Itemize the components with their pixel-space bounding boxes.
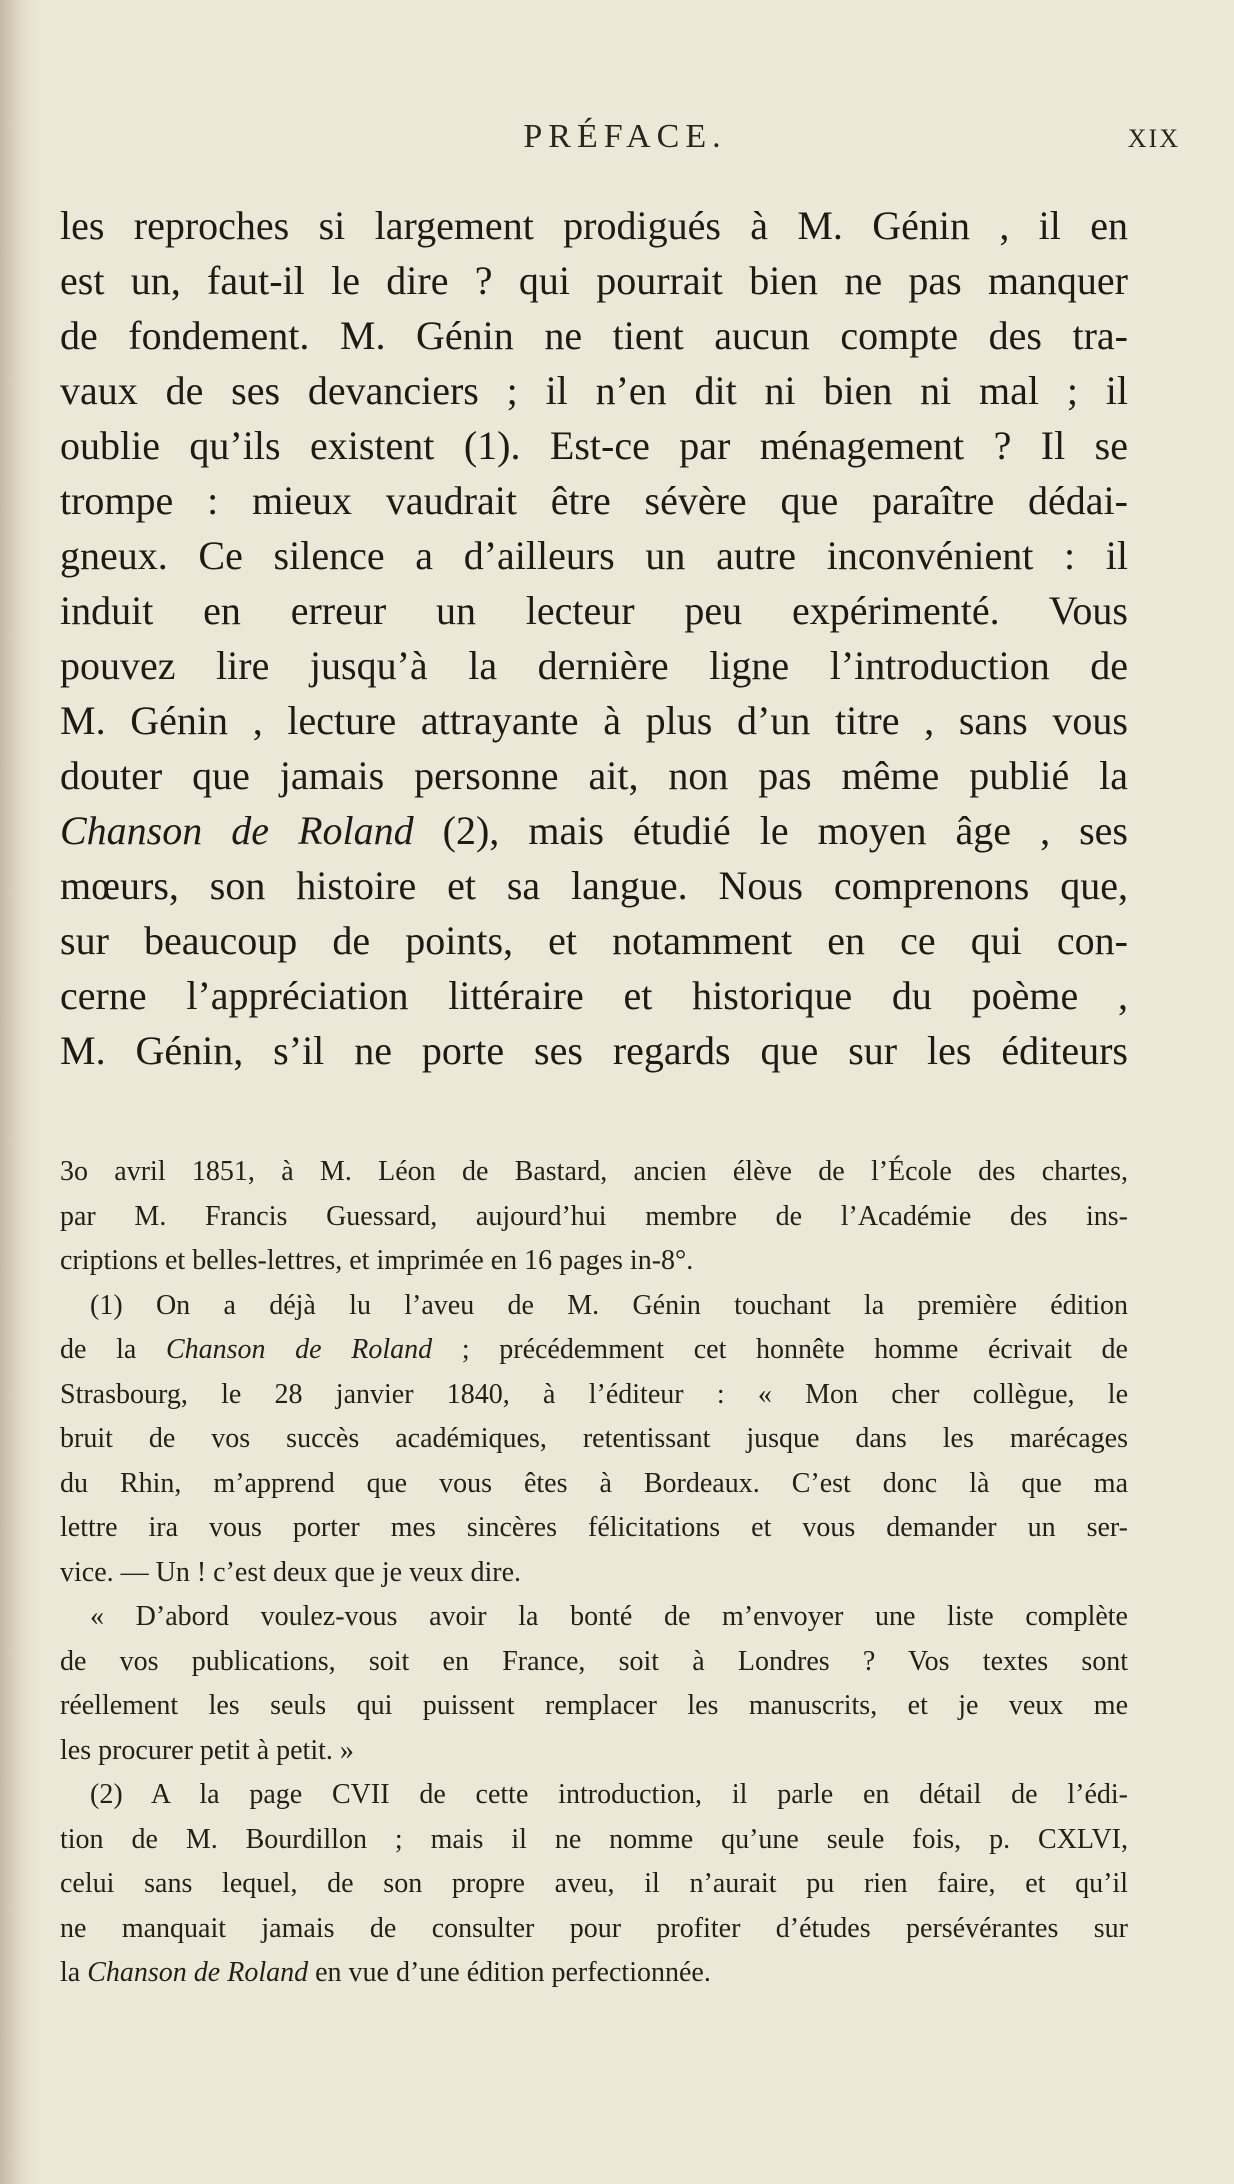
body-line: M. Génin, s’il ne porte ses regards que sur les éditeurs	[60, 1028, 1128, 1073]
body-line-italic-title: Chanson de Roland (2), mais étudié le moyen âge , ses	[60, 808, 1128, 853]
italic-title: Chanson de Roland	[165, 1334, 433, 1365]
footnote-line: tion de M. Bourdillon ; mais il ne nomme qu’une seule fois, p. CXLVI,	[60, 1823, 1128, 1855]
footnote-2: (2) A la page CVII de cette introduction, il parle en détail de l’édi-	[90, 1779, 1128, 1810]
body-line: de fondement. M. Génin ne tient aucun compte des tra-	[60, 313, 1128, 358]
page-header	[60, 118, 1190, 158]
body-line: mœurs, son histoire et sa langue. Nous comprenons que,	[60, 863, 1128, 908]
body-line: gneux. Ce silence a d’ailleurs un autre inconvénient : il	[60, 533, 1128, 578]
footnote-line: celui sans lequel, de son propre aveu, il n’aurait pu rien faire, et qu’il	[60, 1868, 1128, 1899]
footnote-line: la Chanson de Roland en vue d’une édition perfectionnée.	[60, 1957, 711, 1988]
footnote-line: Strasbourg, le 28 janvier 1840, à l’éditeur : « Mon cher collègue, le	[60, 1378, 1128, 1410]
footnote-1: (1) On a déjà lu l’aveu de M. Génin touchant la première édition	[90, 1289, 1128, 1321]
body-line: sur beaucoup de points, et notamment en ce qui con-	[60, 918, 1128, 963]
footnote-line: de la Chanson de Roland ; précédemment cet honnête homme écrivait de	[60, 1334, 1128, 1365]
footnote-line: criptions et belles-lettres, et imprimée en 16 pages in-8°.	[60, 1245, 694, 1276]
footnote-line: bruit de vos succès académiques, retentissant jusque dans les marécages	[60, 1423, 1128, 1454]
footnote-line: les procurer petit à petit. »	[60, 1734, 354, 1766]
body-line: trompe : mieux vaudrait être sévère que paraître dédai-	[60, 478, 1128, 523]
footnote-line: lettre ira vous porter mes sincères félicitations et vous demander un ser-	[60, 1512, 1128, 1543]
footnote-line: par M. Francis Guessard, aujourd’hui membre de l’Académie des ins-	[60, 1200, 1128, 1232]
running-title: PRÉFACE.	[523, 118, 727, 155]
footnote-line: « D’abord voulez-vous avoir la bonté de m’envoyer une liste complète	[90, 1601, 1128, 1632]
main-text	[60, 198, 1128, 1078]
footnote-line: 3o avril 1851, à M. Léon de Bastard, ancien élève de l’École des chartes,	[60, 1156, 1128, 1187]
italic-title: Chanson de Roland	[60, 808, 414, 853]
footnotes	[60, 1150, 1128, 1996]
footnote-line: du Rhin, m’apprend que vous êtes à Bordeaux. C’est donc là que ma	[60, 1467, 1128, 1499]
body-line: induit en erreur un lecteur peu expérimenté. Vous	[60, 588, 1128, 633]
body-line: est un, faut-il le dire ? qui pourrait bien ne pas manquer	[60, 258, 1128, 303]
footnote-line: vice. — Un ! c’est deux que je veux dire.	[60, 1556, 522, 1588]
footnote-line: réellement les seuls qui puissent remplacer les manuscrits, et je veux me	[60, 1690, 1128, 1721]
footnote-line: ne manquait jamais de consulter pour profiter d’études persévérantes sur	[60, 1912, 1128, 1944]
italic-title: Chanson de Roland	[87, 1957, 309, 1988]
body-line: les reproches si largement prodigués à M. Génin , il en	[60, 203, 1128, 248]
body-line: cerne l’appréciation littéraire et historique du poème ,	[60, 973, 1128, 1018]
body-line: pouvez lire jusqu’à la dernière ligne l’introduction de	[60, 643, 1128, 688]
footnote-line: de vos publications, soit en France, soit à Londres ? Vos textes sont	[60, 1645, 1128, 1677]
body-line: oublie qu’ils existent (1). Est-ce par ménagement ? Il se	[60, 423, 1128, 468]
page-number: XIX	[1127, 124, 1180, 153]
body-line: douter que jamais personne ait, non pas même publié la	[60, 753, 1128, 798]
body-line: vaux de ses devanciers ; il n’en dit ni bien ni mal ; il	[60, 368, 1128, 413]
body-line: M. Génin , lecture attrayante à plus d’un titre , sans vous	[60, 698, 1128, 743]
